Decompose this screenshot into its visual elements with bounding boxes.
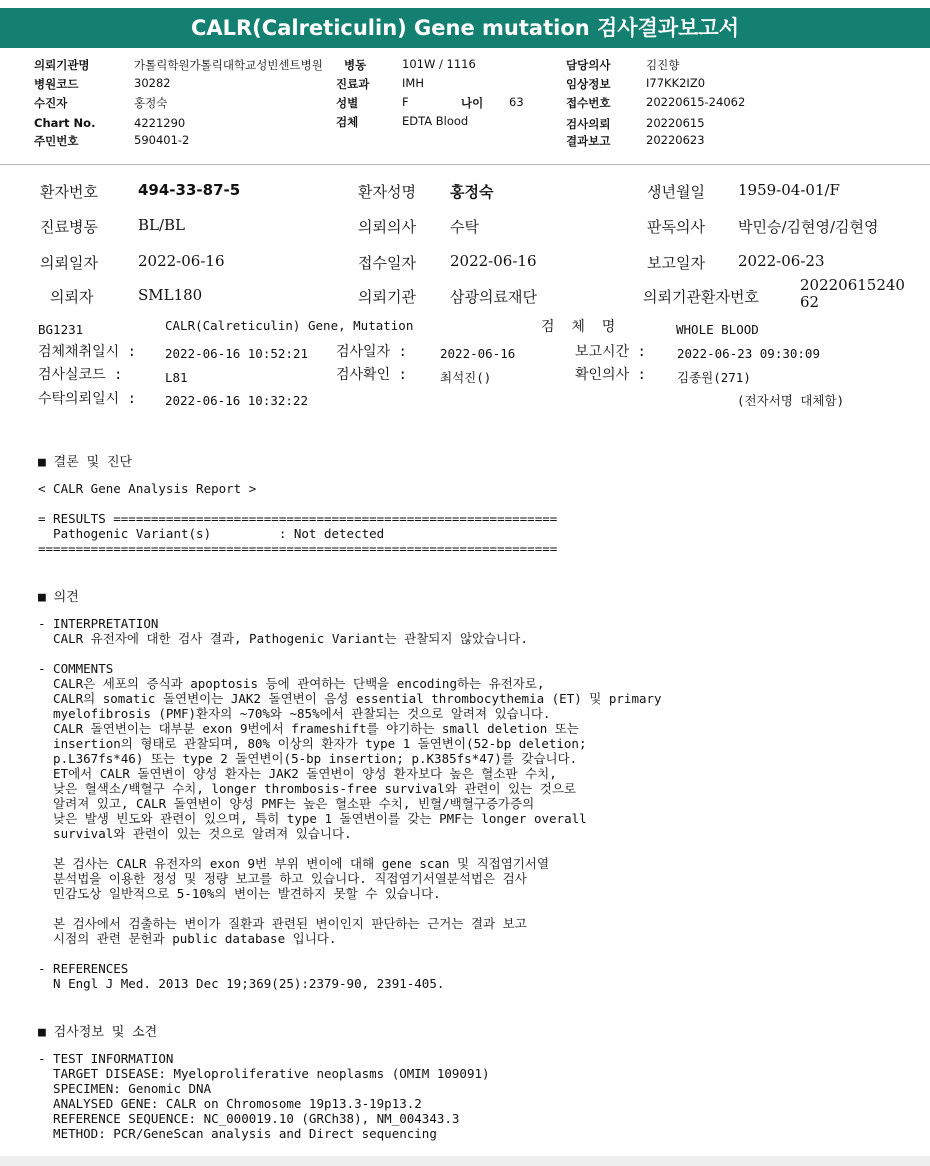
header-value-ward: 101W / 1116 xyxy=(402,57,476,71)
test-doctor: 김종원(271) xyxy=(677,370,751,385)
patient-label-reading-doctor: 판독의사 xyxy=(647,218,705,236)
patient-label-receipt-date: 접수일자 xyxy=(358,254,416,272)
test-order: 2022-06-16 10:32:22 xyxy=(165,393,308,408)
header-label-resident-no: 주민번호 xyxy=(34,134,79,148)
header-label-ward: 병동 xyxy=(344,58,367,72)
header-label-report-date: 결과보고 xyxy=(566,134,611,148)
patient-label-ward: 진료병동 xyxy=(40,218,98,236)
test-date: 2022-06-16 xyxy=(440,346,516,361)
patient-value-institution: 삼광의료재단 xyxy=(450,288,537,306)
header-label-patient: 수진자 xyxy=(34,96,68,110)
header-label-clinical-info: 임상정보 xyxy=(566,77,611,91)
test-report-time-label: 보고시간 : xyxy=(575,344,646,360)
bottom-bar xyxy=(0,1156,930,1166)
patient-label-birth: 생년월일 xyxy=(647,183,705,201)
test-specimen: WHOLE BLOOD xyxy=(676,322,759,337)
section-opinion-heading: ■ 의견 xyxy=(38,590,79,605)
test-confirm: 최석진() xyxy=(440,370,492,385)
section-opinion-body: - INTERPRETATION CALR 유전자에 대한 검사 결과, Pathogenic Variant는 관찰되지 않았습니다. - COMMENTS CALR은 세포의 증식과 apoptosis 등에 관여하는 단백을 encoding하는 유전자로, CALR의 somatic 돌연변이는 JAK2 돌연변이 음성 essential thrombocythemia (ET) 및 primary myelofibrosis (PMF)환자의 ~70%와 ~85%에서 관찰되는 것으로 알려져 있습니다. CALR 돌연변이는 대부분 exon 9번에서 frameshift를 야기하는 small deletion 또는 insertion의 형태로 관찰되며, 80% 이상의 환자가 type 1 돌연변이(52-bp deletion; p.L367fs*46) 또는 type 2 돌연변이(5-bp insertion; p.K385fs*47)를 갖습니다. ET에서 CALR 돌연변이 양성 환자는 JAK2 돌연변이 양성 환자보다 높은 혈소판 수치, 낮은 혈색소/백혈구 수치, longer thrombosis-free survival와 관련이 있는 것으로 알려져 있고, CALR 돌연변이 양성 PMF는 높은 혈소판 수치, 빈혈/백혈구증가증의 낮은 발생 빈도와 관련이 있으며, 특히 type 1 돌연변이를 갖는 PMF는 longer overall survival와 관련이 있는 것으로 알려져 있습니다. 본 검사는 CALR 유전자의 exon 9번 부위 변이에 대해 gene scan 및 직접염기서열 분석법을 이용한 정성 및 정량 보고를 하고 있습니다. 직접염기서열분석법은 검사 민감도상 일반적으로 5-10%의 변이는 발견하지 못할 수 있습니다. 본 검사에서 검출하는 변이가 질환과 관련된 변이인지 판단하는 근거는 결과 보고 시점의 관련 문헌과 public database 입니다. - REFERENCES N Engl J Med. 2013 Dec 19;369(25):2379-90, 2391-405. xyxy=(38,616,662,991)
header-label-institution: 의뢰기관명 xyxy=(34,58,90,72)
patient-value-birth: 1959-04-01/F xyxy=(738,181,840,199)
patient-value-id: 494-33-87-5 xyxy=(138,181,241,199)
patient-label-name: 환자성명 xyxy=(358,183,416,201)
header-value-clinical-info: I77KK2IZ0 xyxy=(646,76,706,90)
header-value-receipt-no: 20220615-24062 xyxy=(646,95,746,109)
test-doctor-label: 확인의사 : xyxy=(575,367,646,383)
patient-label-request-date: 의뢰일자 xyxy=(40,254,98,272)
header-divider xyxy=(0,164,930,165)
patient-value-report-date: 2022-06-23 xyxy=(738,252,825,270)
test-report-time: 2022-06-23 09:30:09 xyxy=(677,346,820,361)
header-value-patient: 홍정숙 xyxy=(134,96,168,110)
header-value-chart-no: 4221290 xyxy=(134,116,186,130)
section-test-info-heading: ■ 검사정보 및 소견 xyxy=(38,1025,158,1040)
header-label-sex: 성별 xyxy=(336,96,359,110)
patient-value-institution-patient-no: 2022061524062 xyxy=(800,276,905,311)
patient-label-requester: 의뢰자 xyxy=(50,288,94,306)
test-room-label: 검사실코드 : xyxy=(38,367,123,383)
test-collect-label: 검체채취일시 : xyxy=(38,344,137,360)
header-value-institution: 가톨릭학원가톨릭대학교성빈센트병원 xyxy=(134,58,323,72)
patient-label-report-date: 보고일자 xyxy=(647,254,705,272)
header-value-specimen: EDTA Blood xyxy=(402,114,469,128)
patient-label-id: 환자번호 xyxy=(40,183,98,201)
test-collect: 2022-06-16 10:52:21 xyxy=(165,346,308,361)
header-label-doctor: 담당의사 xyxy=(566,58,611,72)
test-specimen-label: 검 체 명 xyxy=(541,319,616,335)
header-value-resident-no: 590401-2 xyxy=(134,133,190,147)
test-date-label: 검사일자 : xyxy=(336,344,407,360)
header-label-hospital-code: 병원코드 xyxy=(34,77,79,91)
header-value-age: 63 xyxy=(509,95,524,109)
header-label-age: 나이 xyxy=(461,96,484,110)
section-conclusion-heading: ■ 결론 및 진단 xyxy=(38,455,133,470)
patient-label-institution-patient-no: 의뢰기관환자번호 xyxy=(643,288,759,306)
patient-value-name: 홍정숙 xyxy=(450,183,494,201)
header-label-department: 진료과 xyxy=(336,77,370,91)
report-title: CALR(Calreticulin) Gene mutation 검사결과보고서 xyxy=(0,8,930,48)
test-confirm-label: 검사확인 : xyxy=(336,367,407,383)
patient-value-request-date: 2022-06-16 xyxy=(138,252,225,270)
patient-label-referring-doctor: 의뢰의사 xyxy=(358,218,416,236)
header-value-sex: F xyxy=(402,95,409,109)
header-label-chart-no: Chart No. xyxy=(34,116,96,130)
header-label-specimen: 검체 xyxy=(336,115,359,129)
patient-value-ward: BL/BL xyxy=(138,216,186,234)
header-value-request-date: 20220615 xyxy=(646,116,705,130)
patient-value-referring-doctor: 수탁 xyxy=(450,218,479,236)
header-value-doctor: 김진향 xyxy=(646,58,680,72)
test-order-label: 수탁의뢰일시 : xyxy=(38,391,137,407)
section-conclusion-body: < CALR Gene Analysis Report > = RESULTS =========================================================== Pathogenic Variant(s) : Not detected ===================================================================== xyxy=(38,481,558,556)
header-value-department: IMH xyxy=(402,76,424,90)
patient-label-institution: 의뢰기관 xyxy=(358,288,416,306)
header-label-receipt-no: 접수번호 xyxy=(566,96,611,110)
test-code: BG1231 xyxy=(38,322,84,337)
header-label-request-date: 검사의뢰 xyxy=(566,117,611,131)
patient-value-requester: SML180 xyxy=(138,286,203,304)
test-room: L81 xyxy=(165,370,188,385)
header-value-report-date: 20220623 xyxy=(646,133,705,147)
header-value-hospital-code: 30282 xyxy=(134,76,171,90)
test-esign: (전자서명 대체함) xyxy=(737,393,845,408)
patient-value-reading-doctor: 박민승/김현영/김현영 xyxy=(738,218,879,236)
patient-value-receipt-date: 2022-06-16 xyxy=(450,252,537,270)
test-name: CALR(Calreticulin) Gene, Mutation xyxy=(165,318,414,333)
section-test-info-body: - TEST INFORMATION TARGET DISEASE: Myeloproliferative neoplasms (OMIM 109091) SPECIMEN: Genomic DNA ANALYSED GENE: CALR on Chromosome 19p13.3-19p13.2 REFERENCE SEQUENCE: NC_000019.10 (GRCh38), NM_004343.3 METHOD: PCR/GeneScan analysis and Direct sequencing xyxy=(38,1051,490,1141)
